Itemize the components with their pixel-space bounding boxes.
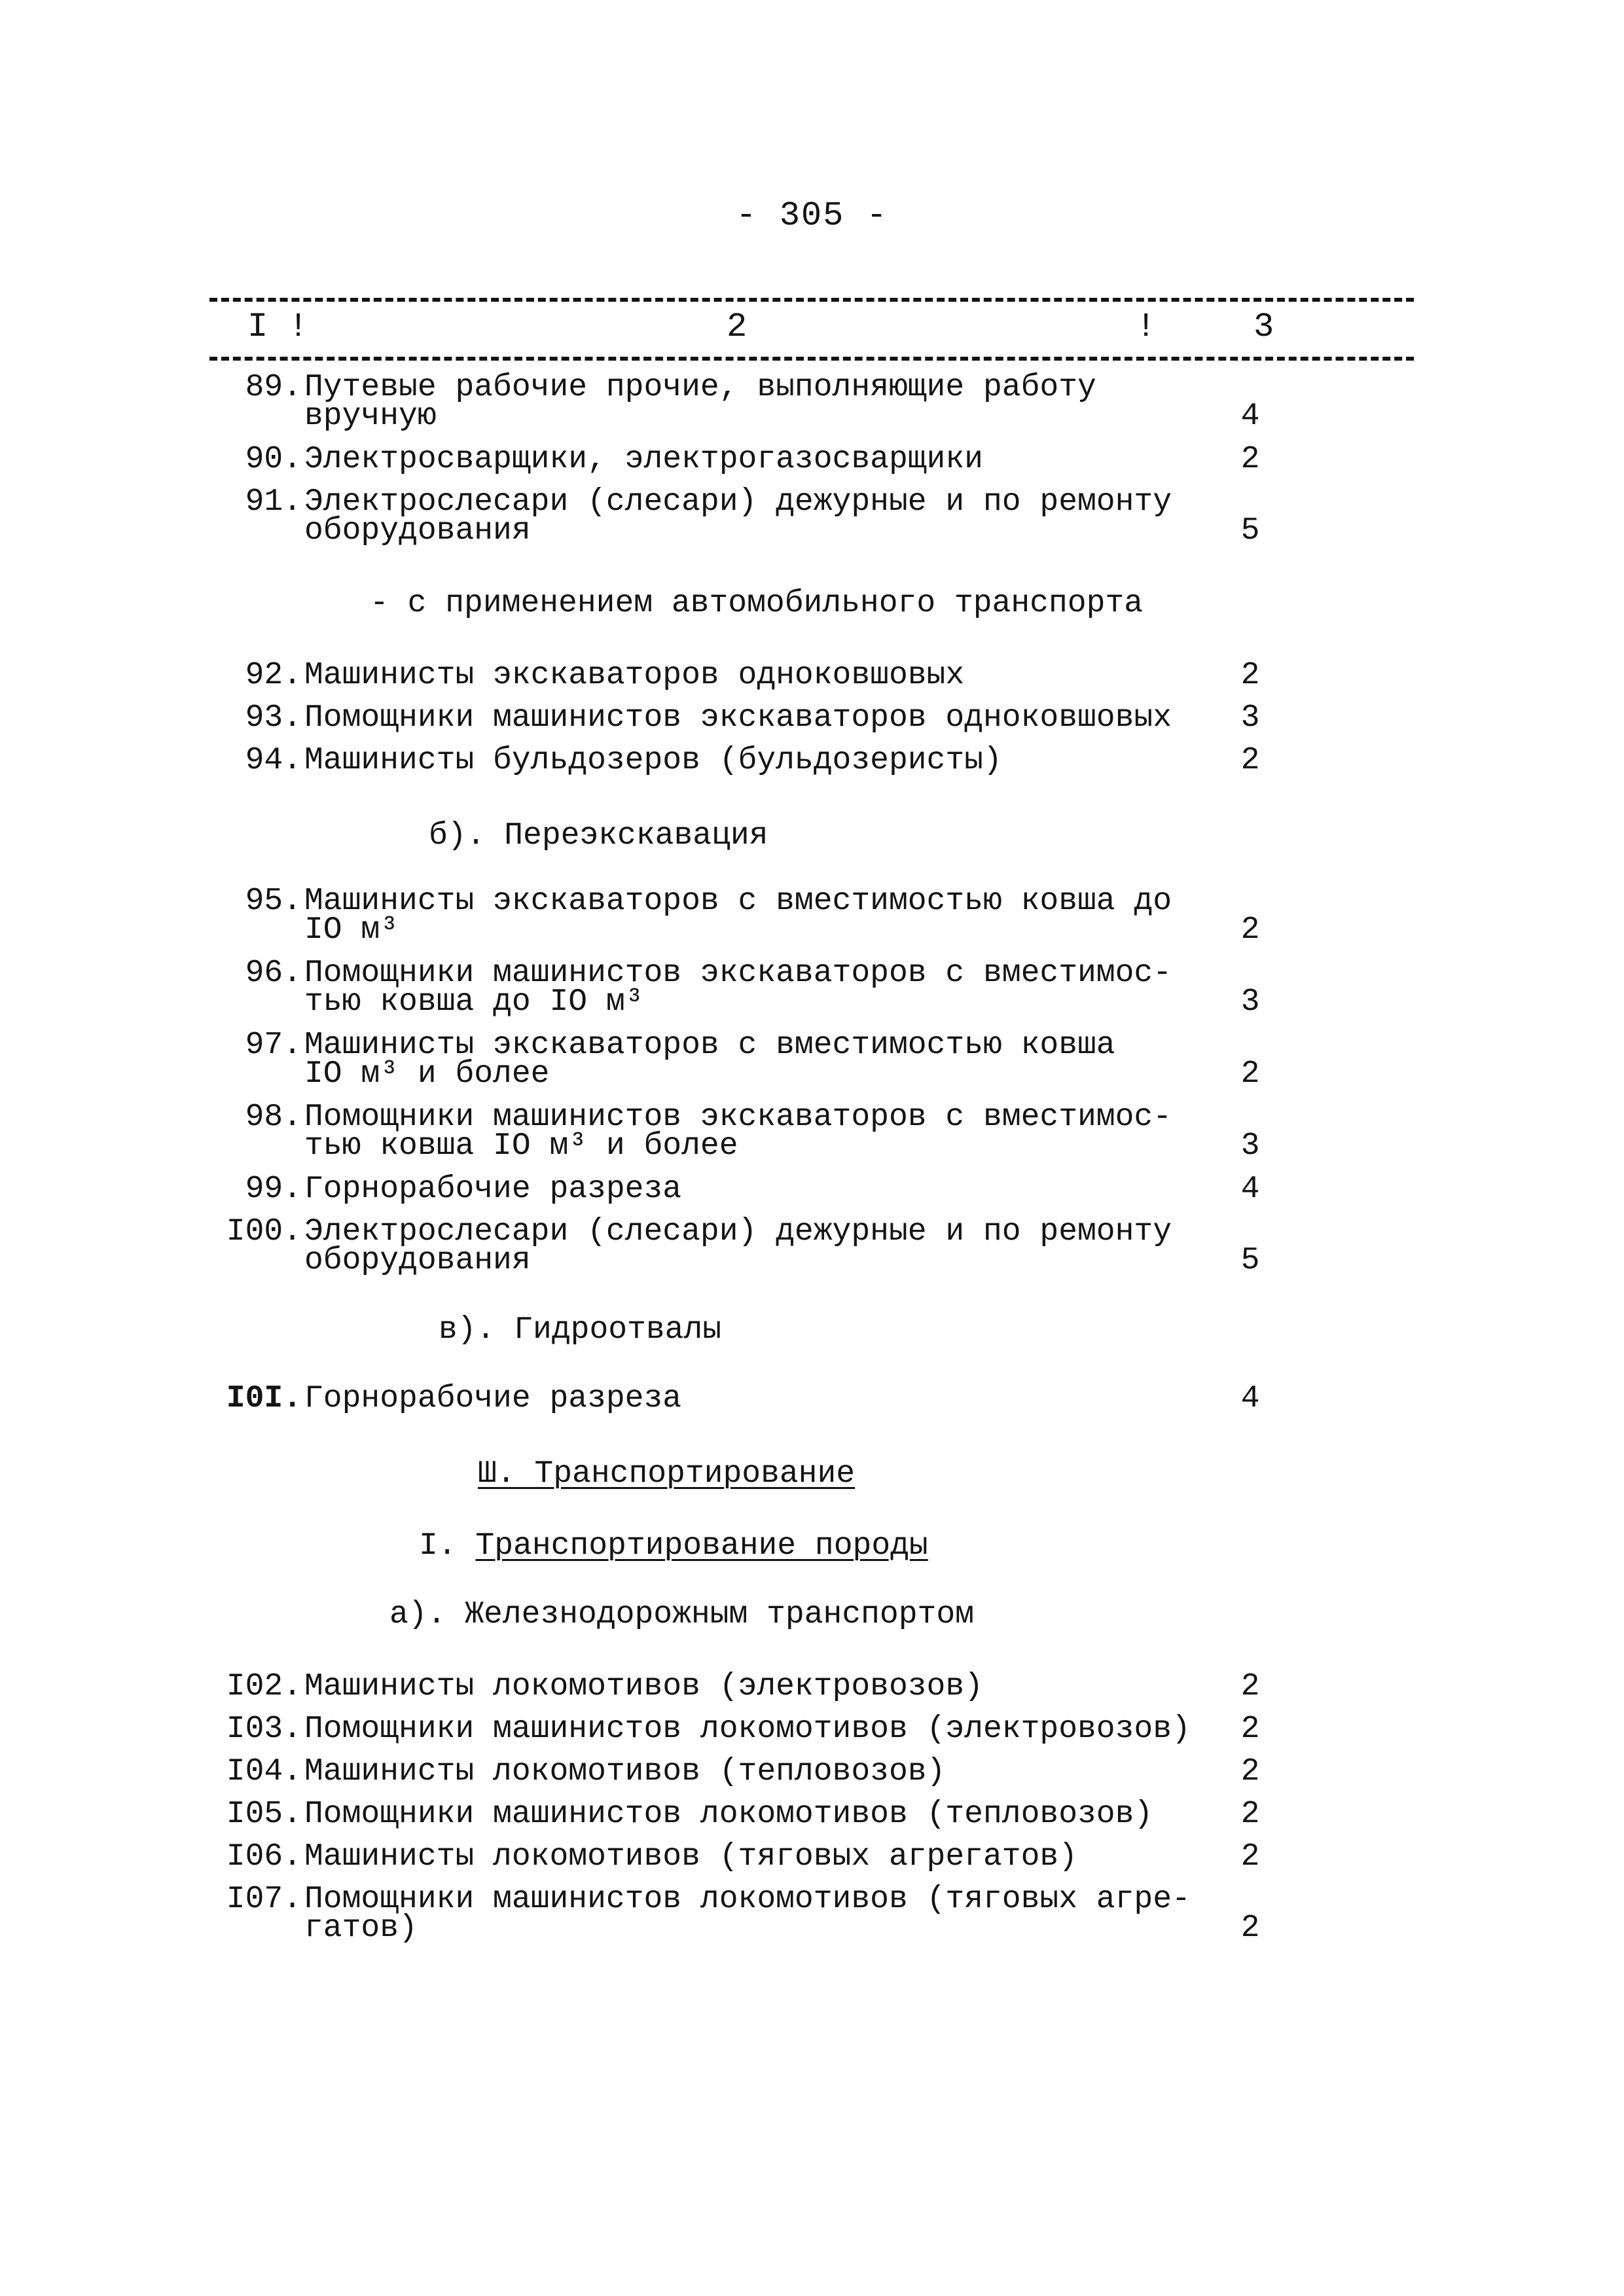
item-value: 3 bbox=[1240, 984, 1260, 1020]
item-value: 4 bbox=[1240, 1381, 1260, 1416]
item-text: Машинисты экскаваторов одноковшовых bbox=[304, 658, 965, 693]
item-value: 5 bbox=[1240, 1243, 1260, 1278]
item-number: 94. bbox=[245, 743, 302, 778]
table-header-rule bbox=[209, 357, 1414, 361]
item-number: 89. bbox=[245, 370, 302, 405]
subsection-number: I. bbox=[419, 1528, 457, 1564]
item-text: Электросварщики, электрогазосварщики bbox=[304, 442, 983, 477]
column-header-2: 2 bbox=[727, 308, 748, 346]
subsection-heading bbox=[419, 1528, 928, 1564]
subsection-heading: в). Гидроотвалы bbox=[439, 1312, 722, 1348]
item-value: 2 bbox=[1240, 912, 1260, 948]
item-text: Машинисты экскаваторов с вместимостью ковша до IO м³ bbox=[304, 884, 1172, 948]
item-text: Машинисты локомотивов (тепловозов) bbox=[304, 1754, 946, 1789]
item-text: Электрослесари (слесари) дежурные и по ремонту оборудования bbox=[304, 1214, 1172, 1278]
item-number: I05. bbox=[226, 1797, 302, 1832]
table-top-rule bbox=[209, 298, 1414, 302]
item-number: I02. bbox=[226, 1669, 302, 1704]
item-number: 96. bbox=[245, 956, 302, 991]
item-text: Помощники машинистов экскаваторов одноковшовых bbox=[304, 700, 1172, 736]
item-value: 3 bbox=[1240, 700, 1260, 736]
subsection-heading: а). Железнодорожным транспортом bbox=[389, 1597, 974, 1632]
item-value: 4 bbox=[1240, 1172, 1260, 1207]
item-number: I04. bbox=[226, 1754, 302, 1789]
subsection-heading: - с применением автомобильного транспорта bbox=[370, 586, 1143, 621]
item-value: 2 bbox=[1240, 1797, 1260, 1832]
item-text: Горнорабочие разреза bbox=[304, 1172, 682, 1207]
item-value: 2 bbox=[1240, 1839, 1260, 1874]
item-text: Машинисты локомотивов (электровозов) bbox=[304, 1669, 983, 1704]
item-number: I00. bbox=[226, 1214, 302, 1249]
page-number: - 305 - bbox=[736, 196, 888, 235]
item-number: 91. bbox=[245, 484, 302, 520]
item-text: Машинисты локомотивов (тяговых агрегатов) bbox=[304, 1839, 1077, 1874]
item-number: I03. bbox=[226, 1712, 302, 1747]
item-value: 2 bbox=[1240, 442, 1260, 477]
item-text: Помощники машинистов локомотивов (тепловозов) bbox=[304, 1797, 1153, 1832]
item-number: I0I. bbox=[226, 1381, 302, 1416]
subsection-heading-text: Транспортирование породы bbox=[475, 1528, 928, 1564]
item-number: 98. bbox=[245, 1100, 302, 1135]
item-number: I07. bbox=[226, 1882, 302, 1917]
item-value: 2 bbox=[1240, 1754, 1260, 1789]
item-text: Горнорабочие разреза bbox=[304, 1381, 682, 1416]
item-value: 2 bbox=[1240, 1669, 1260, 1704]
item-text: Машинисты экскаваторов с вместимостью ковша IO м³ и более bbox=[304, 1028, 1115, 1092]
item-number: 97. bbox=[245, 1028, 302, 1063]
column-header-3: 3 bbox=[1254, 308, 1274, 346]
item-text: Электрослесари (слесари) дежурные и по ремонту оборудования bbox=[304, 484, 1172, 548]
item-number: I06. bbox=[226, 1839, 302, 1874]
item-value: 2 bbox=[1240, 1712, 1260, 1747]
column-header-1: I bbox=[247, 308, 268, 346]
column-separator: ! bbox=[288, 308, 309, 346]
item-number: 99. bbox=[245, 1172, 302, 1207]
item-text: Помощники машинистов экскаваторов с вместимос- тью ковша IO м³ и более bbox=[304, 1100, 1172, 1164]
column-separator: ! bbox=[1136, 308, 1157, 346]
item-number: 95. bbox=[245, 884, 302, 919]
item-number: 90. bbox=[245, 442, 302, 477]
subsection-heading: б). Переэкскавация bbox=[429, 818, 768, 853]
item-value: 4 bbox=[1240, 399, 1260, 434]
section-heading bbox=[478, 1456, 855, 1492]
item-value: 5 bbox=[1240, 513, 1260, 548]
item-text: Помощники машинистов локомотивов (электровозов) bbox=[304, 1712, 1191, 1747]
item-value: 2 bbox=[1240, 1910, 1260, 1946]
item-number: 93. bbox=[245, 700, 302, 736]
item-text: Машинисты бульдозеров (бульдозеристы) bbox=[304, 743, 1002, 778]
item-number: 92. bbox=[245, 658, 302, 693]
item-text: Помощники машинистов экскаваторов с вместимос- тью ковша до IO м³ bbox=[304, 956, 1172, 1020]
section-heading-text: Ш. Транспортирование bbox=[478, 1456, 856, 1492]
item-text: Помощники машинистов локомотивов (тяговых агре- гатов) bbox=[304, 1882, 1191, 1946]
item-value: 2 bbox=[1240, 658, 1260, 693]
item-value: 3 bbox=[1240, 1128, 1260, 1164]
item-value: 2 bbox=[1240, 1056, 1260, 1092]
item-value: 2 bbox=[1240, 743, 1260, 778]
item-text: Путевые рабочие прочие, выполняющие работу вручную bbox=[304, 370, 1096, 434]
